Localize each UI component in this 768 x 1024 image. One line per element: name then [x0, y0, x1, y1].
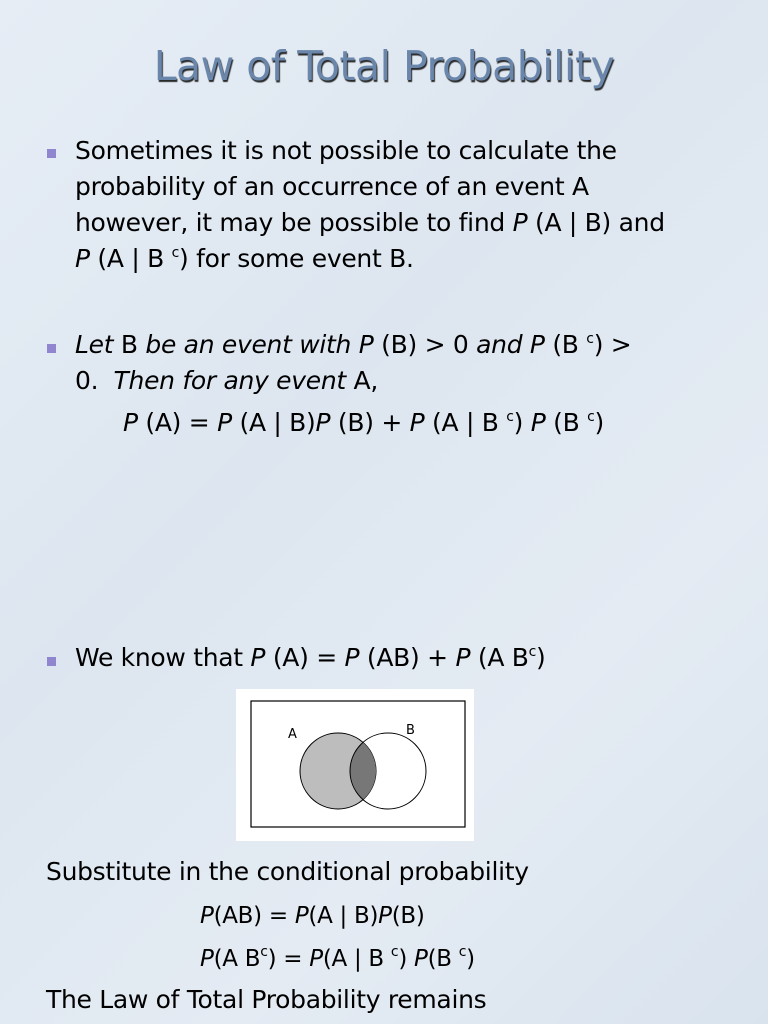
- slide-title: Law of Total Probability: [153, 42, 615, 90]
- venn-label-a: A: [288, 727, 297, 742]
- venn-label-b: B: [406, 723, 415, 738]
- equation-1: P(AB) = P(A | B)P(B): [200, 903, 425, 929]
- venn-diagram: [236, 689, 474, 841]
- bullet-1-line-1: Sometimes it is not possible to calculate the: [75, 136, 617, 165]
- bullet-1-line-3: however, it may be possible to find P (A | B) and: [75, 208, 665, 237]
- bullet-marker: [47, 149, 56, 158]
- substitute-text: Substitute in the conditional probability: [46, 857, 529, 886]
- bullet-2-line-2: 0. Then for any event A,: [75, 366, 378, 395]
- equation-2: P(A $B^c) = P(A$ | B $^c$) P(B $^c$): [200, 944, 475, 972]
- bullet-1-text: [75, 133, 755, 277]
- total-probability-formula: P (A) = P (A | B)P (B) + P (A | B $^c$) P (B $^c$): [123, 408, 605, 437]
- conclusion-text: The Law of Total Probability remains: [46, 985, 487, 1014]
- bullet-1-line-4: P (A | B $^c$) for some event B.: [75, 244, 414, 273]
- bullet-3-text: We know that P (A) = P (AB) + P (A $B^c$): [75, 643, 546, 672]
- bullet-1-line-2: probability of an occurrence of an event A: [75, 172, 589, 201]
- bullet-marker: [47, 344, 56, 353]
- bullet-2-text: [75, 327, 755, 399]
- venn-diagram-svg: [236, 689, 474, 841]
- bullet-marker: [47, 657, 56, 666]
- bullet-2-line-1: Let B be an event with P (B) > 0 and P (B $^c$) >: [75, 330, 632, 359]
